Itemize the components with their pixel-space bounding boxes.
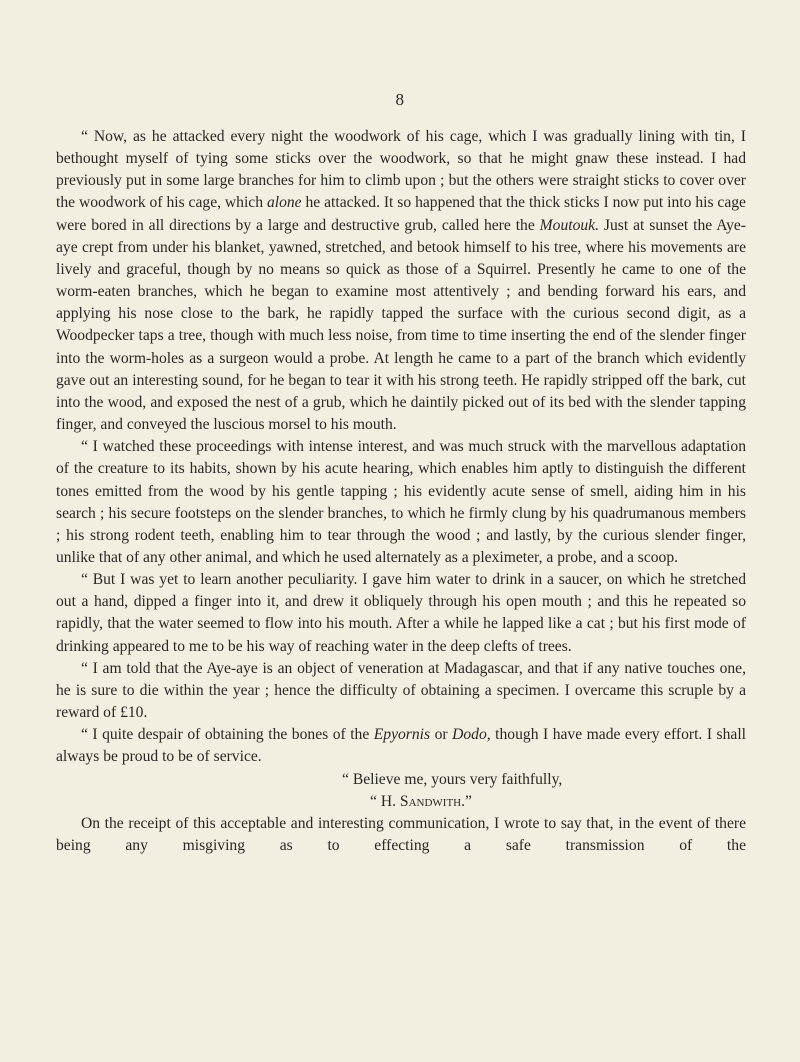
paragraph bbox=[56, 436, 746, 569]
text-run: “ But I was yet to learn another peculiarity. I gave him water to drink in a saucer, on which he stretched out a hand, dipped a finger into it, and drew it obliquely through his open mouth ; and this he repeated so rapidly, that the water seemed to flow into his mouth. After a while he lapped like a cat ; but his first mode of drinking appeared to me to be his way of reaching water in the deep clefts of trees. bbox=[56, 571, 746, 655]
signature-open: “ H. bbox=[370, 792, 400, 810]
paragraph bbox=[56, 658, 746, 724]
page-number: 8 bbox=[395, 90, 405, 109]
text-run: “ I am told that the Aye-aye is an object of veneration at Madagascar, and that if any native touches one, he is sure to die within the year ; hence the difficulty of obtaining a specimen. I overcame this scruple by a reward of £10. bbox=[56, 659, 746, 722]
italic-term: Moutouk. bbox=[539, 216, 599, 234]
text-run: though I have made every effort. I shall always be proud to be of service. bbox=[56, 726, 746, 766]
signature-close: ” bbox=[465, 792, 472, 810]
signature-name: Sandwith. bbox=[399, 792, 466, 810]
paragraph bbox=[56, 126, 746, 436]
italic-term: Epyornis bbox=[373, 726, 431, 744]
letter-text bbox=[56, 126, 746, 857]
text-run: he attacked. It so happened that the thick sticks I now put into his cage were bored in all directions by a large and destructive grub, called here the bbox=[56, 194, 746, 234]
paragraph bbox=[56, 724, 746, 768]
text-run: “ Now, as he attacked every night the woodwork of his cage, which I was gradually lining with tin, I bethought myself of tying some sticks over the woodwork, so that he might gnaw these instead. I had previously put in some large branches for him to climb upon ; but the others were straight sticks to cover over the woodwork of his cage, which bbox=[56, 128, 746, 212]
text-run: Just at sunset the Aye-aye crept from under his blanket, yawned, stretched, and betook himself to his tree, where his movements are lively and graceful, though by no means so quick as those of a Squirrel. Presently he came to one of the worm-eaten branches, which he began to examine most attentively ; and bending forward his ears, and applying his nose close to the bark, he rapidly tapped the surface with the curious second digit, as a Woodpecker taps a tree, though with much less noise, from time to time inserting the end of the slender finger into the worm-holes as a surgeon would a probe. At length he came to a part of the branch which evidently gave out an interesting sound, for he began to tear it with his strong teeth. He rapidly stripped off the bark, cut into the wood, and exposed the nest of a grub, which he daintily picked out of its bed with the slender tapping finger, and conveyed the luscious morsel to his mouth. bbox=[56, 216, 746, 434]
italic-term: alone bbox=[266, 194, 302, 212]
text-run: “ I quite despair of obtaining the bones of the bbox=[80, 726, 374, 744]
letter-signature bbox=[56, 791, 746, 813]
text-run: “ I watched these proceedings with intense interest, and was much struck with the marvellous adaptation of the creature to its habits, shown by his acute hearing, which enables him aptly to distinguish the different tones emitted from the wood by his gentle tapping ; his evidently acute sense of smell, aiding him in his search ; his secure footsteps on the slender branches, to which he firmly clung by his quadrumanous members ; his strong rodent teeth, enabling him to tear through the wood ; and lastly, by the curious slender finger, unlike that of any other animal, and which he used alternately as a pleximeter, a probe, and a scoop. bbox=[56, 438, 746, 566]
text-run: or bbox=[430, 726, 453, 744]
paragraph bbox=[56, 569, 746, 658]
final-paragraph: On the receipt of this acceptable and interesting communication, I wrote to say that, in the event of there being any misgiving as to effecting a safe transmission of the bbox=[56, 814, 746, 854]
letter-closing: “ Believe me, yours very faithfully, bbox=[342, 770, 563, 788]
italic-term: Dodo, bbox=[452, 726, 491, 744]
